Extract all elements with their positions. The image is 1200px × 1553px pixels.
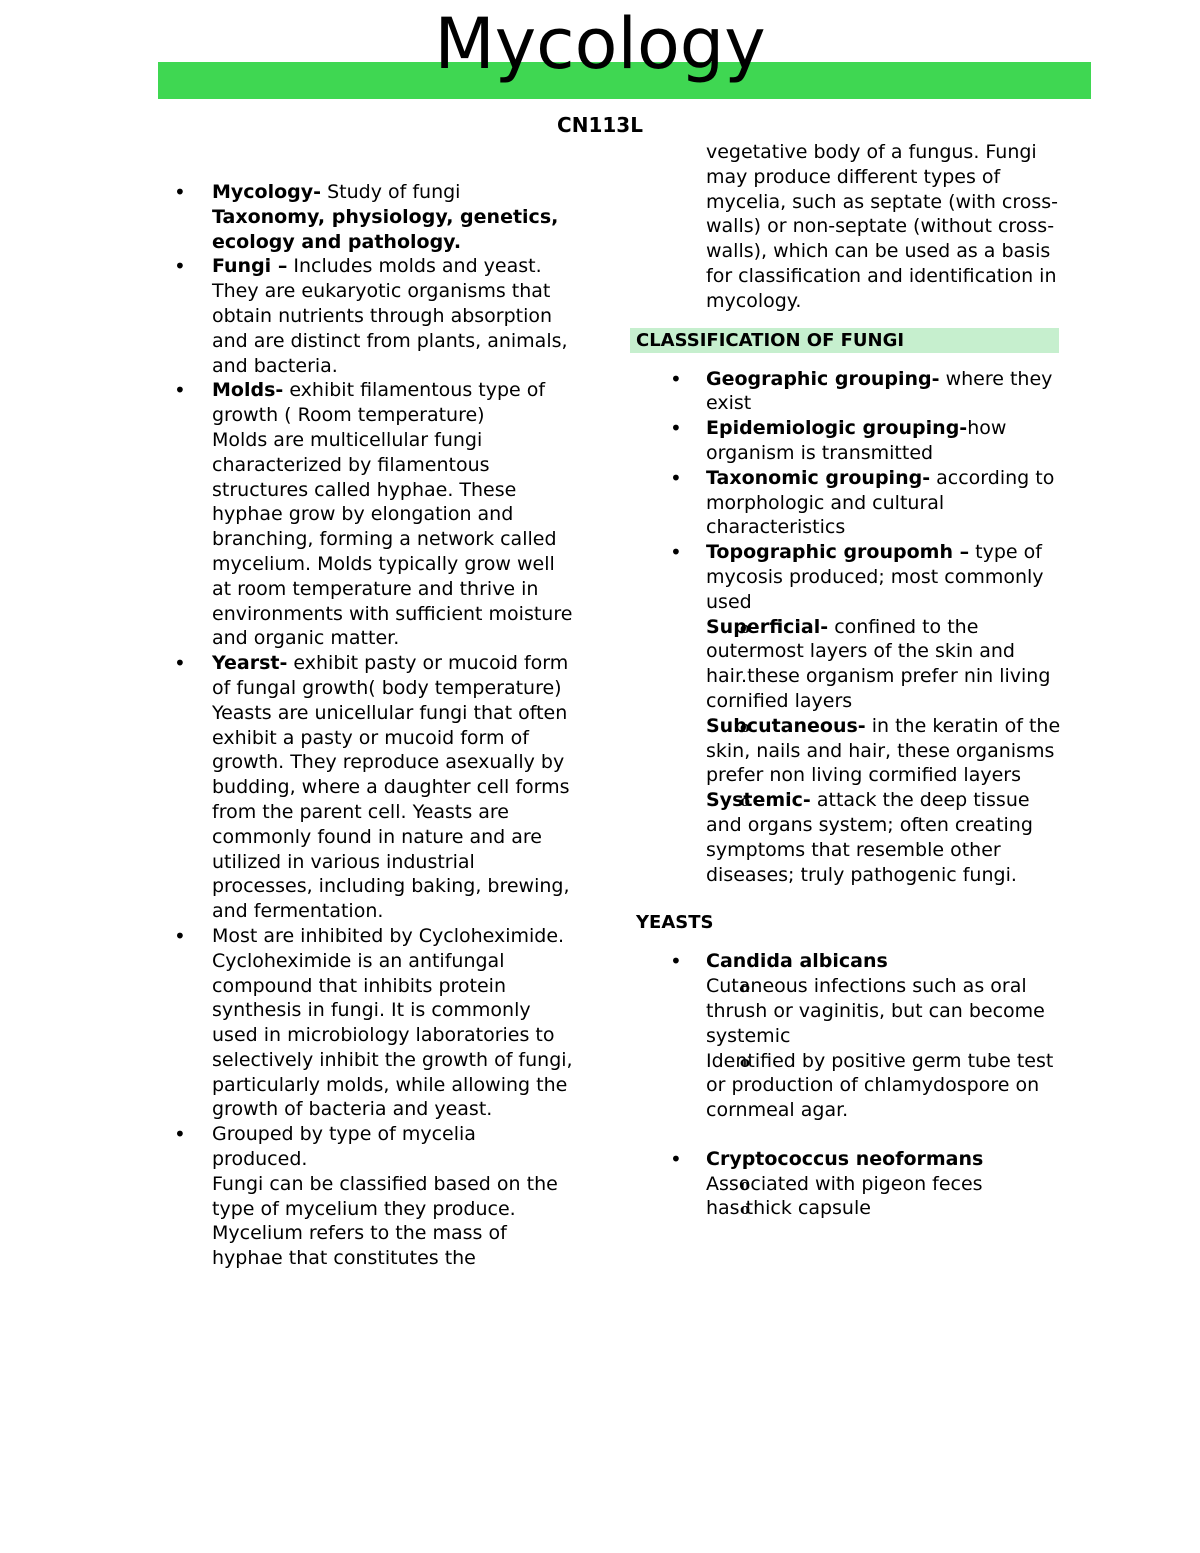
mycelia-explanation: Fungi can be classified based on the type of mycelium they produce. Mycelium refers to the mass of hyphae that constitutes the bbox=[212, 1172, 558, 1270]
candida-points bbox=[706, 974, 1070, 1123]
cryptococcus-name: Cryptococcus neoformans bbox=[706, 1147, 984, 1170]
term-fungi: Fungi – bbox=[212, 255, 288, 278]
right-column bbox=[630, 140, 1070, 1221]
classification-list bbox=[630, 367, 1070, 888]
definition: exhibit pasty or mucoid form of fungal growth( body temperature) bbox=[212, 652, 569, 699]
term-yeast: Yearst- bbox=[212, 652, 288, 675]
list-item bbox=[630, 974, 1070, 1048]
list-item bbox=[630, 367, 1070, 417]
mycelia-note: Grouped by type of mycelia produced. bbox=[212, 1123, 476, 1171]
list-item bbox=[630, 1049, 1070, 1123]
list-item bbox=[630, 1147, 1070, 1221]
list-item bbox=[630, 949, 1070, 1123]
list-item bbox=[630, 466, 1070, 540]
definition: how organism is transmitted bbox=[706, 417, 1007, 464]
definition: in the keratin of the skin, nails and hair, these organisms prefer non living cormified layers bbox=[706, 714, 1061, 787]
candida-point: o Cutaneous infections such as oral thrush or vaginitis, but can become systemic bbox=[706, 975, 1045, 1047]
definition: exhibit filamentous type of growth ( Room temperature) bbox=[212, 379, 546, 427]
molds-explanation: Molds are multicellular fungi characterized by filamentous structures called hyphae. These hyphae grow by elongation and branching, forming a network called mycelium. Molds typically grow well at room temperature and thrive in environments with sufficient moisture and organic matter. bbox=[212, 428, 573, 650]
mycelia-continuation: vegetative body of a fungus. Fungi may produce different types of mycelia, such as septate (with cross-walls) or non-septate (without cross-walls), which can be used as a basis for classification and identification in mycology. bbox=[706, 141, 1059, 312]
term-molds: Molds- bbox=[212, 379, 284, 402]
term-epidemiologic: Epidemiologic grouping- bbox=[706, 417, 968, 440]
classification-heading: CLASSIFICATION OF FUNGI bbox=[630, 328, 1059, 353]
list-item bbox=[630, 1172, 1070, 1197]
cycloheximide-explanation: Cycloheximide is an antifungal compound that inhibits protein synthesis in fungi. It is commonly used in microbiology laboratories to selectively inhibit the growth of fungi, particularly molds, while allowing the growth of bacteria and yeast. bbox=[212, 949, 573, 1121]
cryptococcus-point: o Associated with pigeon feces bbox=[706, 1172, 983, 1195]
yeasts-list bbox=[630, 949, 1070, 1123]
definition: according to morphologic and cultural characteristics bbox=[706, 466, 1055, 539]
definition: Includes molds and yeast. They are eukaryotic organisms that obtain nutrients through absorption and are distinct from plants, animals, and bacteria. bbox=[212, 255, 568, 377]
list-item bbox=[630, 1196, 1070, 1221]
candida-name: Candida albicans bbox=[706, 950, 888, 973]
term-systemic: Systemic- bbox=[706, 789, 811, 812]
term-taxonomic: Taxonomic grouping- bbox=[706, 466, 931, 489]
term-subcutaneous: Subcutaneous- bbox=[706, 714, 866, 737]
list-item bbox=[630, 615, 1070, 714]
mycology-branches: Taxonomy, physiology, genetics, ecology and pathology. bbox=[212, 205, 559, 253]
definition: type of mycosis produced; most commonly used bbox=[706, 541, 1044, 613]
candida-point: o Identified by positive germ tube test or production of chlamydospore on cornmeal agar. bbox=[706, 1049, 1054, 1122]
term-topographic: Topographic groupomh – bbox=[706, 541, 970, 564]
left-column bbox=[166, 180, 576, 1271]
yeasts-heading: YEASTS bbox=[636, 912, 714, 934]
cryptococcus-points bbox=[706, 1172, 1070, 1222]
definition: Study of fungi bbox=[321, 181, 461, 203]
course-code: CN113L bbox=[557, 113, 643, 137]
list-item bbox=[166, 1122, 576, 1271]
list-item bbox=[166, 924, 576, 1122]
topographic-sublist bbox=[706, 615, 1070, 888]
definition: attack the deep tissue and organs system; often creating symptoms that resemble other diseases; truly pathogenic fungi. bbox=[706, 789, 1033, 886]
term-superficial: Superficial- bbox=[706, 615, 829, 638]
list-item bbox=[630, 540, 1070, 887]
cycloheximide-note: Most are inhibited by Cycloheximide. bbox=[212, 924, 565, 947]
list-item bbox=[166, 378, 576, 651]
list-item bbox=[166, 180, 576, 254]
list-item bbox=[166, 651, 576, 924]
list-item bbox=[166, 254, 576, 378]
definition: where they exist bbox=[706, 367, 1053, 415]
list-item bbox=[630, 788, 1070, 887]
page-title: Mycology bbox=[434, 3, 766, 85]
term-mycology: Mycology- bbox=[212, 181, 322, 203]
yeasts-list-2 bbox=[630, 1147, 1070, 1221]
definitions-list bbox=[166, 180, 576, 1271]
definition: confined to the outermost layers of the skin and hair.these organism prefer nin living cornified layers bbox=[706, 615, 1051, 712]
term-geographic: Geographic grouping- bbox=[706, 367, 940, 390]
cryptococcus-point: o has thick capsule bbox=[706, 1197, 871, 1220]
yeast-explanation: Yeasts are unicellular fungi that often exhibit a pasty or mucoid form of growth. They reproduce asexually by budding, where a daughter cell forms from the parent cell. Yeasts are commonly found in nature and are utilized in various industrial processes, including baking, brewing, and fermentation. bbox=[212, 701, 570, 923]
list-item bbox=[630, 416, 1070, 466]
list-item bbox=[630, 714, 1070, 788]
